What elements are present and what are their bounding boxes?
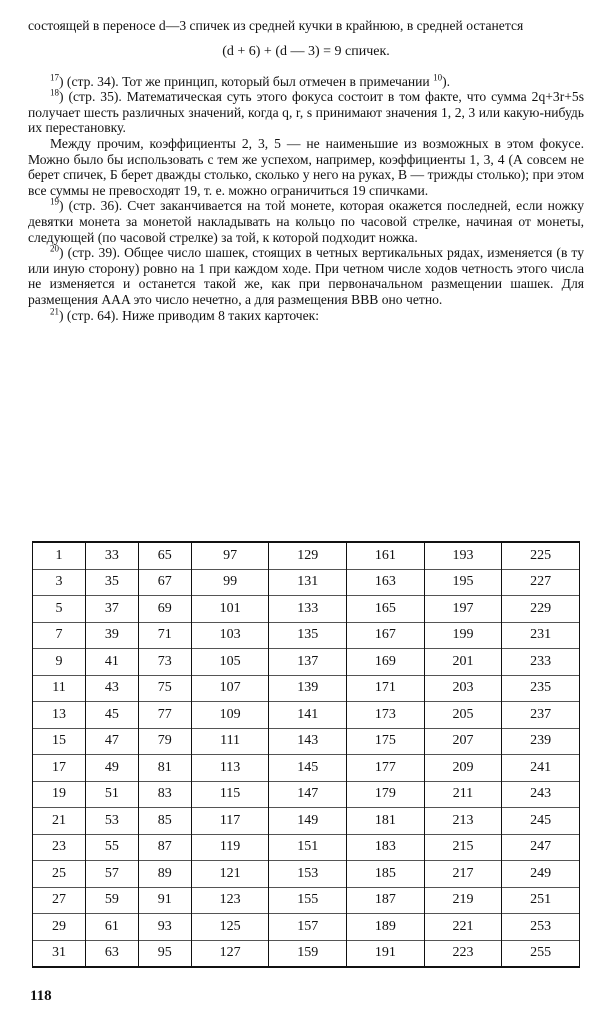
table-cell: 17 — [33, 755, 86, 782]
formula: (d + 6) + (d — 3) = 9 спичек. — [222, 43, 390, 59]
table-cell: 39 — [85, 622, 138, 649]
table-cell: 221 — [424, 914, 502, 941]
table-cell: 119 — [191, 834, 269, 861]
note-number: 19 — [50, 196, 59, 207]
table-cell: 63 — [85, 940, 138, 967]
table-row — [33, 914, 580, 941]
table-cell: 183 — [347, 834, 425, 861]
table-cell: 217 — [424, 861, 502, 888]
table-cell: 207 — [424, 728, 502, 755]
table-cell: 69 — [138, 596, 191, 623]
table-cell: 201 — [424, 649, 502, 676]
table-cell: 239 — [502, 728, 580, 755]
table-cell: 7 — [33, 622, 86, 649]
table-row — [33, 808, 580, 835]
table-cell: 247 — [502, 834, 580, 861]
table-cell: 71 — [138, 622, 191, 649]
table-cell: 249 — [502, 861, 580, 888]
table-cell: 173 — [347, 702, 425, 729]
table-cell: 153 — [269, 861, 347, 888]
table-cell: 255 — [502, 940, 580, 967]
page-body — [28, 18, 584, 323]
table-cell: 215 — [424, 834, 502, 861]
table-cell: 25 — [33, 861, 86, 888]
table-cell: 163 — [347, 569, 425, 596]
table-cell: 223 — [424, 940, 502, 967]
table-cell: 169 — [347, 649, 425, 676]
note-number: 18 — [50, 87, 59, 98]
note-number: 17 — [50, 72, 59, 83]
table-cell: 113 — [191, 755, 269, 782]
table-cell: 211 — [424, 781, 502, 808]
table-cell: 195 — [424, 569, 502, 596]
table-cell: 87 — [138, 834, 191, 861]
table-cell: 49 — [85, 755, 138, 782]
note-19 — [28, 198, 584, 245]
note-text: ) (стр. 64). Ниже приводим 8 таких карточек: — [59, 307, 320, 323]
table-cell: 85 — [138, 808, 191, 835]
table-row — [33, 861, 580, 888]
table-cell: 123 — [191, 887, 269, 914]
note-ref: 10 — [433, 72, 443, 83]
table-cell: 33 — [85, 542, 138, 569]
table-cell: 125 — [191, 914, 269, 941]
table-cell: 29 — [33, 914, 86, 941]
table-cell: 185 — [347, 861, 425, 888]
table-row — [33, 649, 580, 676]
note-text: ) (стр. 34). Тот же принцип, который был отмечен в примечании — [59, 73, 434, 89]
table-cell: 47 — [85, 728, 138, 755]
note-17 — [28, 74, 584, 90]
table-cell: 95 — [138, 940, 191, 967]
table-cell: 225 — [502, 542, 580, 569]
note-text: ) (стр. 35). Математическая суть этого фокуса состоит в том факте, что сумма 2q+3r+5s получает шесть различных значений, когда q, r, s принимают значения 1, 2, 3 или какую-нибудь их перестановку. — [28, 89, 584, 136]
note-18-continuation: Между прочим, коэффициенты 2, 3, 5 — не наименьшие из возможных в этом фокусе. Можно было бы использовать с тем же успехом, например, коэффициенты 1, 3, 4 (А совсем не берет спичек, Б берет дважды столько, сколько у него на руках, В — трижды столько); при этом все суммы не превосходят 19, т. е. можно ограничиться 19 спичками. — [28, 135, 584, 198]
table-row — [33, 940, 580, 967]
table-cell: 43 — [85, 675, 138, 702]
table-cell: 83 — [138, 781, 191, 808]
table-cell: 37 — [85, 596, 138, 623]
table-cell: 59 — [85, 887, 138, 914]
table-cell: 11 — [33, 675, 86, 702]
table-cell: 165 — [347, 596, 425, 623]
table-cell: 93 — [138, 914, 191, 941]
table-cell: 103 — [191, 622, 269, 649]
table-cell: 115 — [191, 781, 269, 808]
table-row — [33, 622, 580, 649]
table-cell: 191 — [347, 940, 425, 967]
table-cell: 73 — [138, 649, 191, 676]
table-cell: 161 — [347, 542, 425, 569]
table-cell: 65 — [138, 542, 191, 569]
table-cell: 107 — [191, 675, 269, 702]
table-cell: 15 — [33, 728, 86, 755]
table-cell: 111 — [191, 728, 269, 755]
table-cell: 229 — [502, 596, 580, 623]
table-cell: 1 — [33, 542, 86, 569]
table-cell: 97 — [191, 542, 269, 569]
table-cell: 81 — [138, 755, 191, 782]
table-row — [33, 702, 580, 729]
table-cell: 199 — [424, 622, 502, 649]
table-cell: 19 — [33, 781, 86, 808]
cards-table — [32, 541, 580, 968]
table-cell: 99 — [191, 569, 269, 596]
table-cell: 79 — [138, 728, 191, 755]
table-cell: 117 — [191, 808, 269, 835]
table-row — [33, 596, 580, 623]
table-cell: 109 — [191, 702, 269, 729]
table-cell: 149 — [269, 808, 347, 835]
table-cell: 241 — [502, 755, 580, 782]
table-cell: 121 — [191, 861, 269, 888]
table-row — [33, 675, 580, 702]
table-cell: 171 — [347, 675, 425, 702]
table-cell: 179 — [347, 781, 425, 808]
table-cell: 251 — [502, 887, 580, 914]
table-cell: 175 — [347, 728, 425, 755]
table-cell: 129 — [269, 542, 347, 569]
table-row — [33, 887, 580, 914]
table-cell: 189 — [347, 914, 425, 941]
table-cell: 101 — [191, 596, 269, 623]
cards-table-wrap — [32, 541, 580, 968]
table-cell: 243 — [502, 781, 580, 808]
table-row — [33, 834, 580, 861]
table-cell: 77 — [138, 702, 191, 729]
note-text-end: ). — [442, 73, 451, 89]
table-cell: 31 — [33, 940, 86, 967]
table-cell: 193 — [424, 542, 502, 569]
table-cell: 187 — [347, 887, 425, 914]
table-cell: 57 — [85, 861, 138, 888]
note-text: ) (стр. 36). Счет заканчивается на той монете, которая окажется последней, если ножку девятки монета за монетой накладывать на кольцо по часовой стрелке, начиная от монеты, следующей (по часовой стрелке) за той, к которой подходит ножка. — [28, 198, 584, 245]
table-cell: 23 — [33, 834, 86, 861]
table-cell: 235 — [502, 675, 580, 702]
table-row — [33, 755, 580, 782]
table-cell: 151 — [269, 834, 347, 861]
table-cell: 13 — [33, 702, 86, 729]
table-cell: 41 — [85, 649, 138, 676]
table-cell: 5 — [33, 596, 86, 623]
table-cell: 167 — [347, 622, 425, 649]
table-cell: 177 — [347, 755, 425, 782]
table-cell: 147 — [269, 781, 347, 808]
table-cell: 203 — [424, 675, 502, 702]
table-cell: 105 — [191, 649, 269, 676]
table-cell: 233 — [502, 649, 580, 676]
table-row — [33, 781, 580, 808]
table-cell: 219 — [424, 887, 502, 914]
table-cell: 135 — [269, 622, 347, 649]
table-cell: 145 — [269, 755, 347, 782]
table-cell: 3 — [33, 569, 86, 596]
table-cell: 21 — [33, 808, 86, 835]
table-cell: 209 — [424, 755, 502, 782]
table-row — [33, 542, 580, 569]
table-cell: 91 — [138, 887, 191, 914]
table-cell: 75 — [138, 675, 191, 702]
note-number: 21 — [50, 305, 59, 316]
table-cell: 253 — [502, 914, 580, 941]
table-cell: 197 — [424, 596, 502, 623]
table-cell: 137 — [269, 649, 347, 676]
note-21 — [28, 305, 584, 324]
cards-table-body — [33, 542, 580, 967]
table-cell: 89 — [138, 861, 191, 888]
table-cell: 245 — [502, 808, 580, 835]
table-cell: 181 — [347, 808, 425, 835]
table-cell: 141 — [269, 702, 347, 729]
table-cell: 205 — [424, 702, 502, 729]
table-cell: 133 — [269, 596, 347, 623]
table-cell: 139 — [269, 675, 347, 702]
table-cell: 53 — [85, 808, 138, 835]
table-cell: 55 — [85, 834, 138, 861]
table-cell: 237 — [502, 702, 580, 729]
page-number: 118 — [30, 988, 52, 1004]
table-cell: 227 — [502, 569, 580, 596]
table-cell: 35 — [85, 569, 138, 596]
note-18 — [28, 89, 584, 136]
table-cell: 155 — [269, 887, 347, 914]
table-cell: 67 — [138, 569, 191, 596]
table-cell: 9 — [33, 649, 86, 676]
note-text: ) (стр. 39). Общее число шашек, стоящих в четных вертикальных рядах, изменяется (в ту или иную сторону) ровно на 1 при каждом ходе. При четном числе ходов четность этого числа не изменяется и останется такой же, как при первоначальном размещении шашек. Для размещения AAA это число нечетно, а для размещения BBB оно четно. — [28, 245, 584, 307]
table-cell: 131 — [269, 569, 347, 596]
table-row — [33, 728, 580, 755]
table-cell: 143 — [269, 728, 347, 755]
note-number: 20 — [50, 243, 59, 254]
table-cell: 231 — [502, 622, 580, 649]
note-20 — [28, 245, 584, 307]
table-cell: 159 — [269, 940, 347, 967]
table-cell: 213 — [424, 808, 502, 835]
table-cell: 127 — [191, 940, 269, 967]
table-cell: 157 — [269, 914, 347, 941]
table-cell: 61 — [85, 914, 138, 941]
table-cell: 27 — [33, 887, 86, 914]
table-cell: 45 — [85, 702, 138, 729]
paragraph-intro: состоящей в переносе d—3 спичек из средней кучки в крайнюю, в средней останется — [28, 18, 524, 33]
table-row — [33, 569, 580, 596]
table-cell: 51 — [85, 781, 138, 808]
